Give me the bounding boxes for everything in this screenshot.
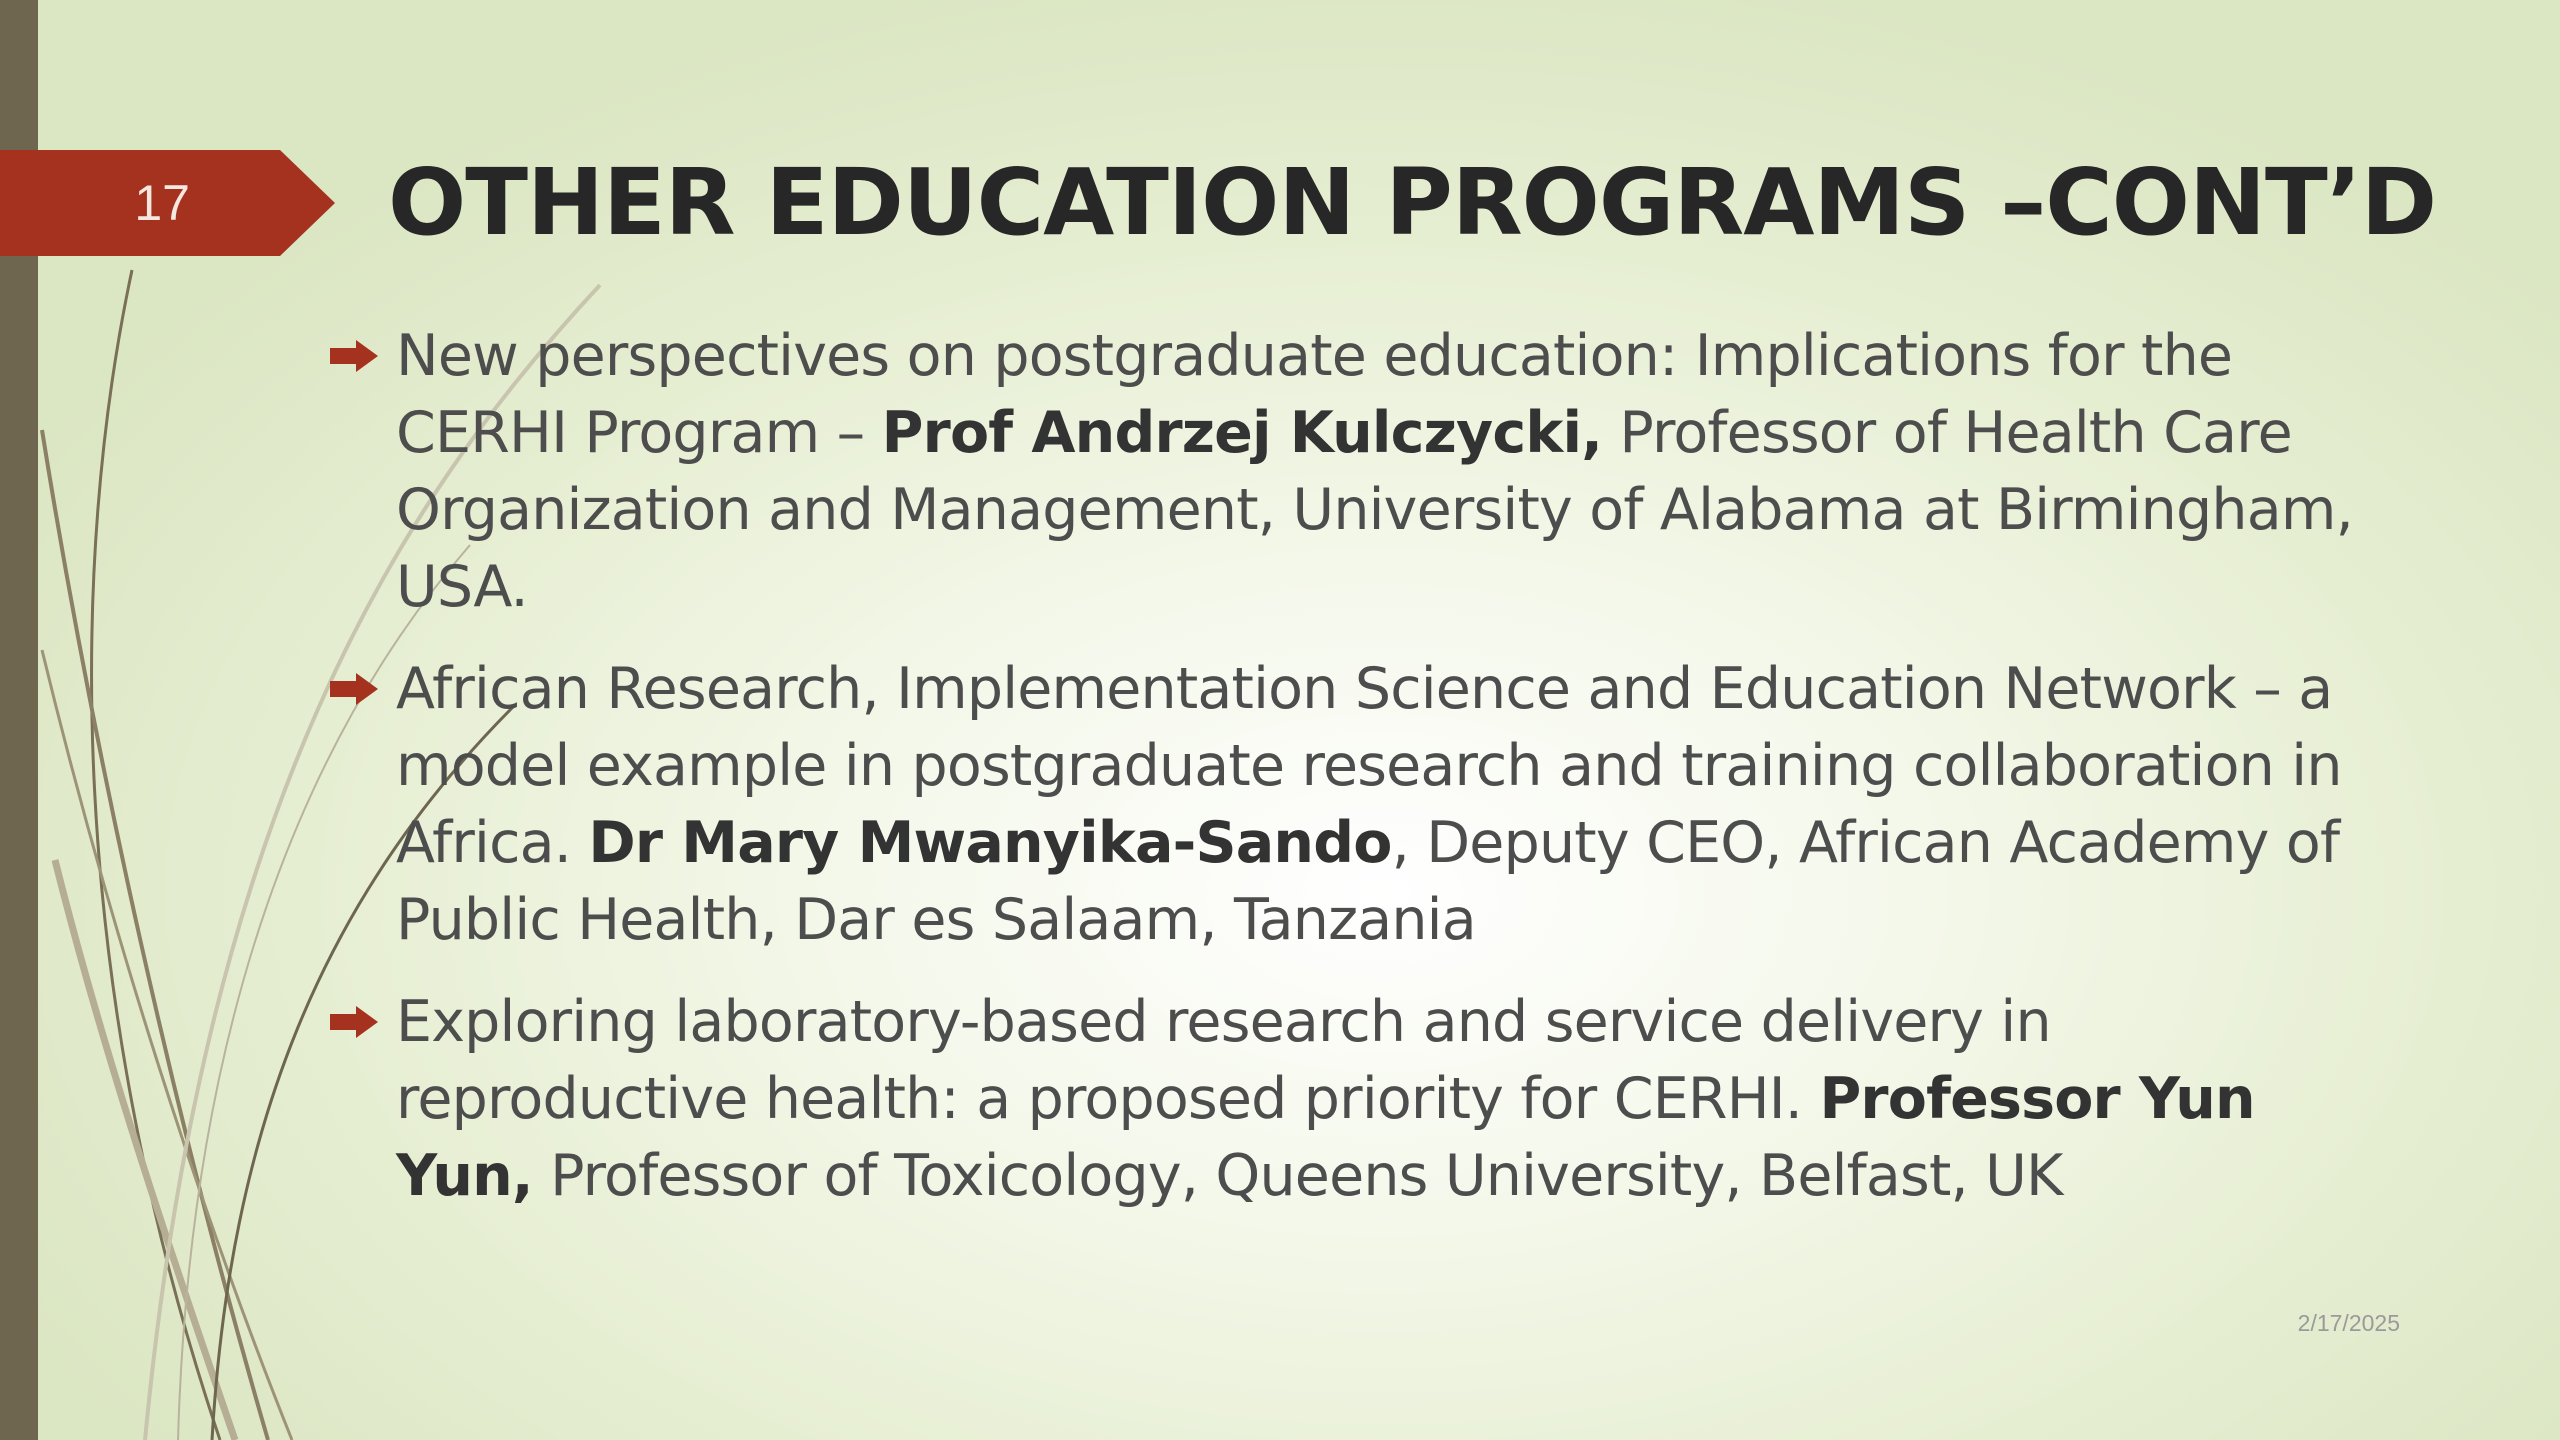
bullet-text: Professor of Health Care Organization and Management, University of Alabama at Birmingham, USA. bbox=[396, 400, 2353, 620]
bullet-text: , Deputy CEO, African Academy of Public Health, Dar es Salaam, Tanzania bbox=[396, 810, 2340, 953]
bullet-text: African Research, Implementation Science and Education Network – a model example in postgraduate research and training collaboration in Africa. bbox=[396, 656, 2342, 876]
arrow-bullet-icon bbox=[330, 673, 378, 705]
bullet-list bbox=[330, 318, 2410, 1215]
bullet-item bbox=[330, 984, 2410, 1215]
arrow-bullet-icon bbox=[330, 340, 378, 372]
slide-date: 2/17/2025 bbox=[2297, 1310, 2400, 1336]
bullet-text: Exploring laboratory-based research and service delivery in reproductive health: a proposed priority for CERHI. bbox=[396, 989, 2051, 1132]
bullet-item bbox=[330, 318, 2410, 626]
bullet-text: Professor of Toxicology, Queens University, Belfast, UK bbox=[532, 1143, 2063, 1209]
slide-number: 17 bbox=[134, 175, 190, 231]
speaker-name: Prof Andrzej Kulczycki, bbox=[881, 400, 1603, 466]
speaker-name: Dr Mary Mwanyika-Sando bbox=[588, 810, 1392, 876]
arrow-bullet-icon bbox=[330, 1006, 378, 1038]
bullet-item bbox=[330, 651, 2410, 959]
speaker-name: Professor Yun Yun, bbox=[396, 1066, 2255, 1209]
bullet-text: New perspectives on postgraduate education: Implications for the CERHI Program – bbox=[396, 323, 2233, 466]
slide-title: OTHER EDUCATION PROGRAMS –CONT’D bbox=[388, 149, 2437, 256]
